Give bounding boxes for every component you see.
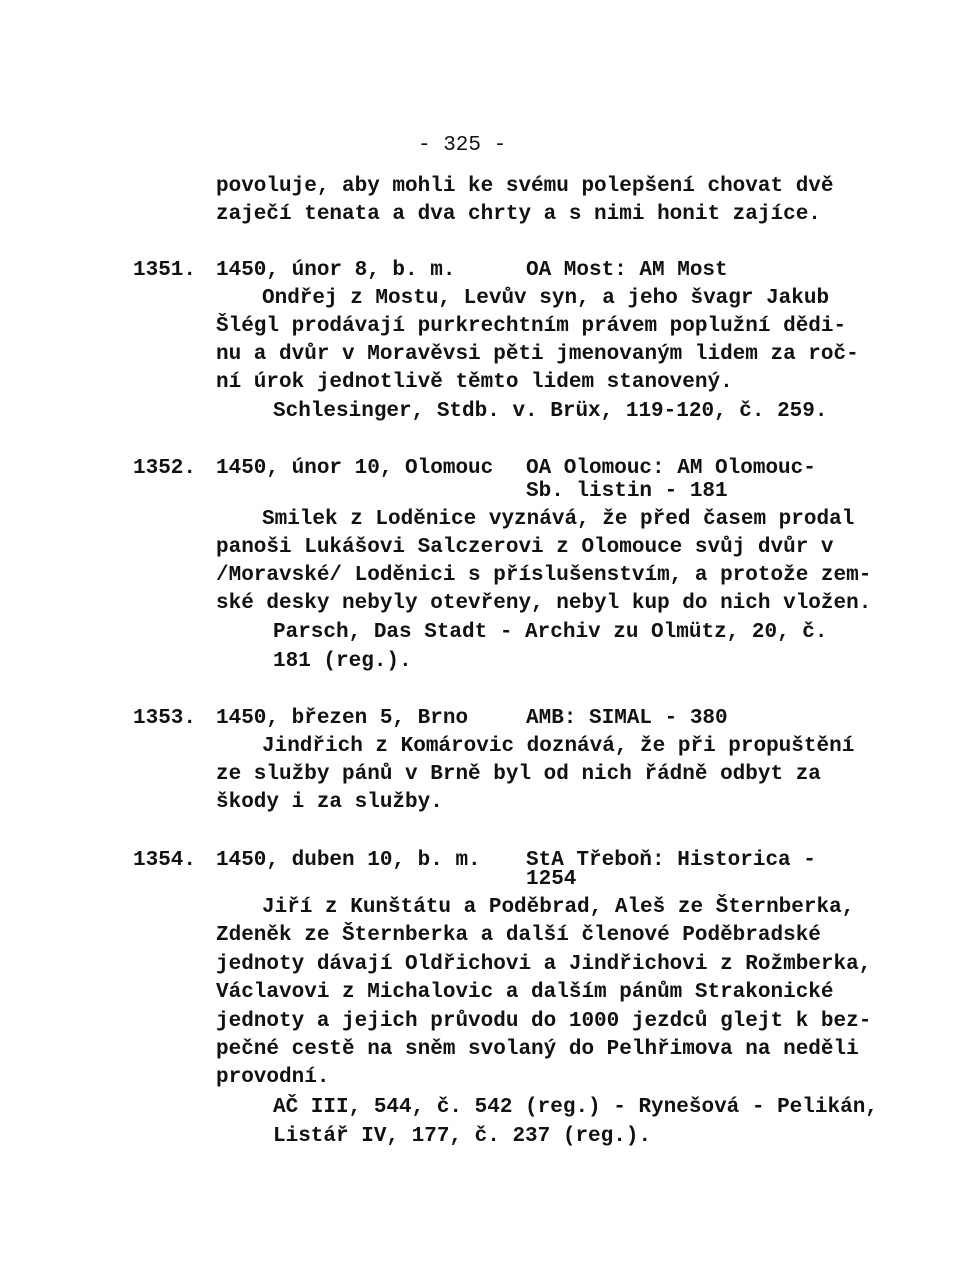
entry-archive: AMB: SIMAL - 380	[526, 707, 728, 730]
entry-text-line: Ondřej z Mostu, Levův syn, a jeho švagr Jakub	[262, 287, 830, 310]
intro-line-1: povoluje, aby mohli ke svému polepšení chovat dvě	[216, 175, 834, 198]
page-number: - 325 -	[418, 134, 507, 157]
entry-number: 1352.	[133, 457, 197, 480]
entry-number: 1353.	[133, 707, 197, 730]
entry-text-line: jednoty a jejich průvodu do 1000 jezdců glejt k bez-	[216, 1010, 872, 1033]
entry-text-line: Šlégl prodávají purkrechtním právem poplužní dědi-	[216, 315, 847, 338]
entry-text-line: Jindřich z Komárovic doznává, že při propuštění	[262, 735, 855, 758]
entry-reference: Listář IV, 177, č. 237 (reg.).	[273, 1125, 652, 1148]
entry-archive: 1254	[526, 868, 577, 891]
entry-text-line: ské desky nebyly otevřeny, nebyl kup do nich vložen.	[216, 592, 872, 615]
entry-archive: StA Třeboň: Historica -	[526, 849, 816, 872]
entry-text-line: Smilek z Loděnice vyznává, že před časem prodal	[262, 508, 855, 531]
entry-date: 1450, únor 10, Olomouc	[216, 457, 494, 480]
entry-archive: OA Most: AM Most	[526, 259, 728, 282]
entry-number: 1354.	[133, 849, 197, 872]
entry-text-line: škody i za služby.	[216, 791, 443, 814]
entry-text-line: provodní.	[216, 1066, 330, 1089]
entry-reference: Parsch, Das Stadt - Archiv zu Olmütz, 20, č.	[273, 621, 828, 644]
entry-archive: OA Olomouc: AM Olomouc-	[526, 457, 816, 480]
entry-date: 1450, březen 5, Brno	[216, 707, 469, 730]
entry-archive: Sb. listin - 181	[526, 480, 728, 503]
entry-reference: Schlesinger, Stdb. v. Brüx, 119-120, č. 259.	[273, 400, 828, 423]
entry-text-line: panoši Lukášovi Salczerovi z Olomouce svůj dvůr v	[216, 536, 834, 559]
entry-text-line: ní úrok jednotlivě těmto lidem stanovený.	[216, 371, 733, 394]
entry-text-line: jednoty dávají Oldřichovi a Jindřichovi z Rožmberka,	[216, 953, 872, 976]
entry-text-line: ze služby pánů v Brně byl od nich řádně odbyt za	[216, 763, 821, 786]
entry-date: 1450, únor 8, b. m.	[216, 259, 456, 282]
entry-text-line: pečné cestě na sněm svolaný do Pelhřimova na neděli	[216, 1038, 859, 1061]
entry-text-line: Václavovi z Michalovic a dalším pánům Strakonické	[216, 981, 834, 1004]
entry-reference: AČ III, 544, č. 542 (reg.) - Rynešová - Pelikán,	[273, 1096, 878, 1119]
entry-date: 1450, duben 10, b. m.	[216, 849, 481, 872]
entry-text-line: /Moravské/ Loděnici s příslušenstvím, a protože zem-	[216, 564, 872, 587]
intro-line-2: zaječí tenata a dva chrty a s nimi honit zajíce.	[216, 203, 821, 226]
entry-reference: 181 (reg.).	[273, 650, 412, 673]
entry-number: 1351.	[133, 259, 197, 282]
entry-text-line: nu a dvůr v Moravěvsi pěti jmenovaným lidem za roč-	[216, 343, 859, 366]
entry-text-line: Zdeněk ze Šternberka a další členové Poděbradské	[216, 924, 821, 947]
entry-text-line: Jiří z Kunštátu a Poděbrad, Aleš ze Šternberka,	[262, 896, 855, 919]
